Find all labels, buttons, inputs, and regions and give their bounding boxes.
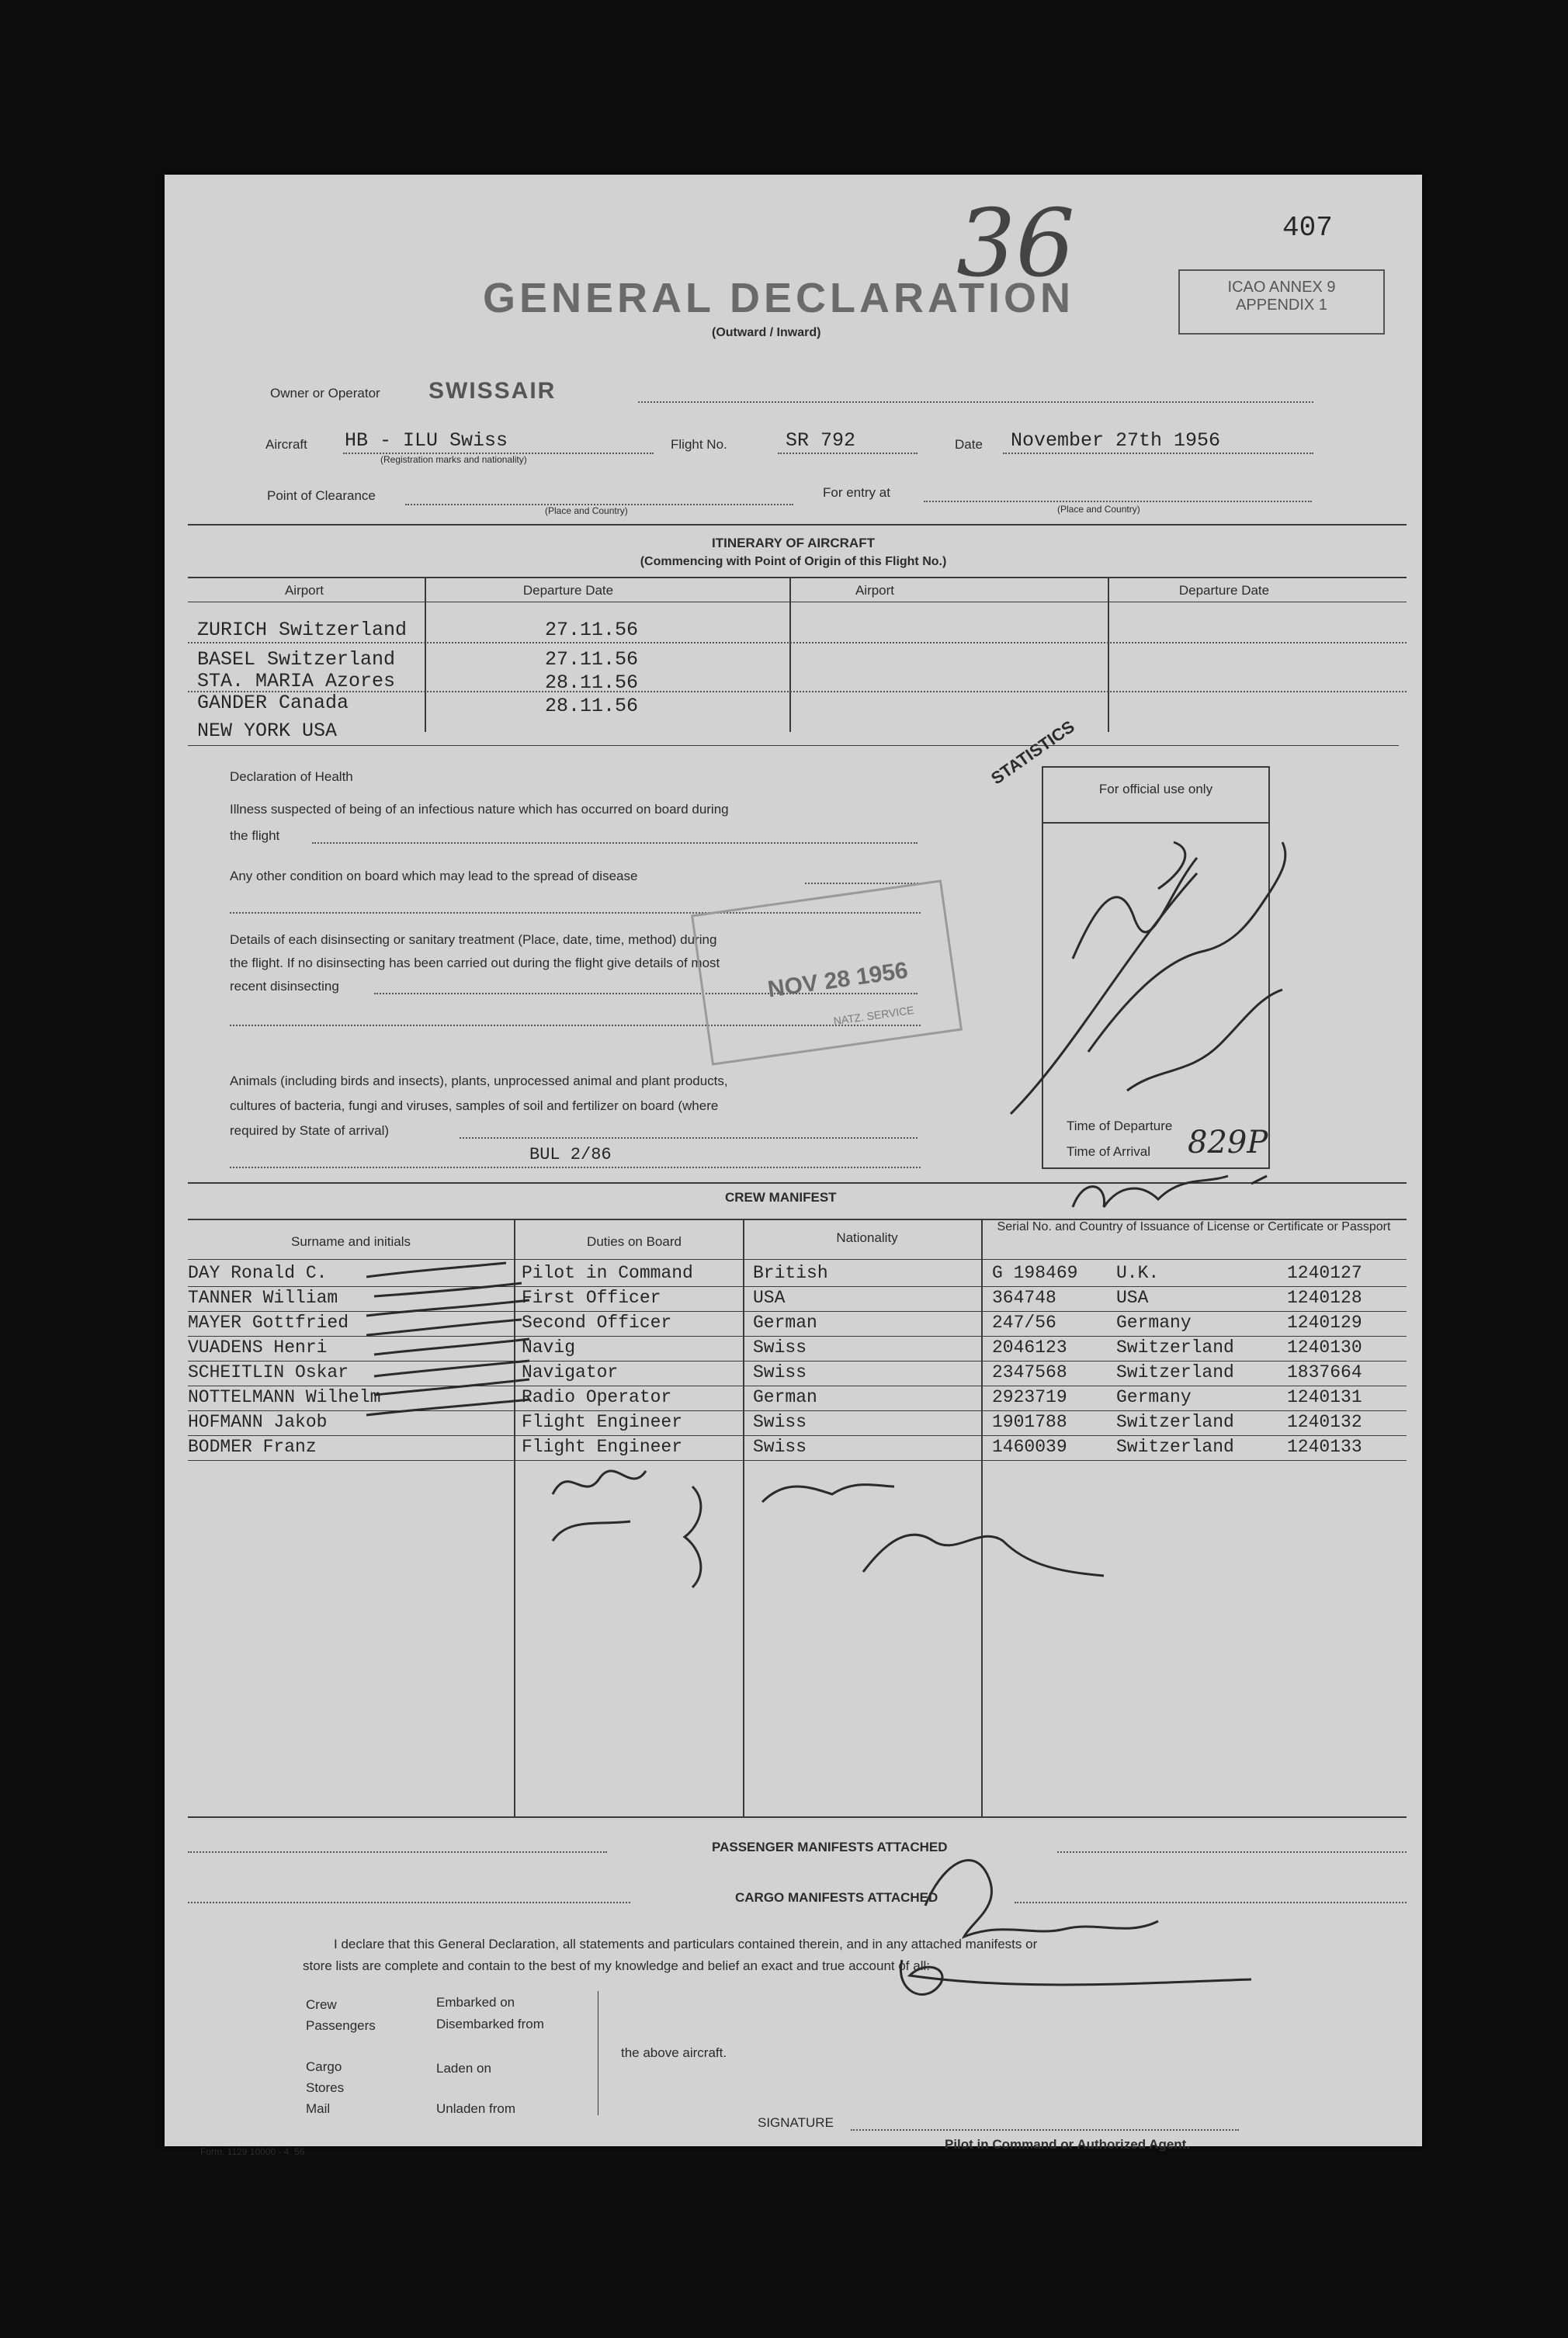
crew-cell-passport: 1240127 bbox=[1287, 1263, 1362, 1283]
aircraft-label: Aircraft bbox=[265, 437, 307, 452]
cargo-manifests: CARGO MANIFESTS ATTACHED bbox=[735, 1890, 938, 1905]
crew-cell-duty: Pilot in Command bbox=[522, 1263, 693, 1283]
official-arrival: Time of Arrival bbox=[1067, 1144, 1151, 1159]
health-q1b: the flight bbox=[230, 828, 280, 843]
crew-header-scribble bbox=[1073, 1176, 1267, 1207]
crew-cell-duty: Navig bbox=[522, 1337, 576, 1358]
crew-cell-country: Switzerland bbox=[1116, 1437, 1234, 1457]
flight-value: SR 792 bbox=[786, 429, 856, 452]
decl-crew: Crew bbox=[306, 1997, 337, 2012]
crew-cell-duty: First Officer bbox=[522, 1288, 661, 1308]
form-subtitle: (Outward / Inward) bbox=[712, 326, 821, 339]
health-q4b: cultures of bacteria, fungi and viruses, samples of soil and fertilizer on board (where bbox=[230, 1098, 719, 1113]
form-title: GENERAL DECLARATION bbox=[483, 275, 1075, 321]
crew-cell-passport: 1240133 bbox=[1287, 1437, 1362, 1457]
itin-date-4: 28.11.56 bbox=[545, 695, 639, 717]
itin-airport-3: STA. MARIA Azores bbox=[197, 670, 396, 692]
crew-cell-passport: 1240131 bbox=[1287, 1387, 1362, 1407]
annex-line1: ICAO ANNEX 9 bbox=[1227, 279, 1336, 296]
crew-header-nationality: Nationality bbox=[836, 1230, 898, 1245]
flight-label: Flight No. bbox=[671, 437, 727, 452]
crew-cell-country: U.K. bbox=[1116, 1263, 1160, 1283]
crew-cell-serial: 1460039 bbox=[992, 1437, 1067, 1457]
official-departure: Time of Departure bbox=[1067, 1119, 1173, 1133]
declaration-line1: I declare that this General Declaration, all statements and particulars contained therein, and in any attached manifests or bbox=[334, 1937, 1038, 1951]
entry-note: (Place and Country) bbox=[1057, 504, 1140, 515]
official-title: For official use only bbox=[1098, 782, 1213, 796]
crew-cell-country: Germany bbox=[1116, 1387, 1192, 1407]
crew-cell-nat: USA bbox=[753, 1288, 786, 1308]
crew-cell-serial: G 198469 bbox=[992, 1263, 1078, 1283]
crew-cell-country: Switzerland bbox=[1116, 1412, 1234, 1432]
official-arrival-value: 829P bbox=[1188, 1125, 1268, 1160]
crew-signature bbox=[863, 1535, 1104, 1576]
crew-cell-name: TANNER William bbox=[188, 1288, 338, 1308]
itin-airport-5: NEW YORK USA bbox=[197, 720, 338, 742]
crew-cell-duty: Radio Operator bbox=[522, 1387, 672, 1407]
entry-label: For entry at bbox=[823, 485, 890, 500]
decl-passengers: Passengers bbox=[306, 2018, 376, 2033]
crew-cell-duty: Flight Engineer bbox=[522, 1412, 683, 1432]
crew-cell-country: Switzerland bbox=[1116, 1362, 1234, 1382]
itin-date-3: 28.11.56 bbox=[545, 671, 639, 694]
itin-airport-2: BASEL Switzerland bbox=[197, 648, 396, 671]
crew-header-name: Surname and initials bbox=[290, 1234, 411, 1249]
official-diagonal-line bbox=[1011, 873, 1197, 1114]
itin-date-1: 27.11.56 bbox=[545, 619, 639, 641]
crew-cell-nat: Swiss bbox=[753, 1362, 807, 1382]
crew-cell-country: Switzerland bbox=[1116, 1337, 1234, 1358]
aircraft-note: (Registration marks and nationality) bbox=[380, 454, 527, 465]
decl-laden: Laden on bbox=[436, 2061, 491, 2076]
crew-cell-nat: Swiss bbox=[753, 1437, 807, 1457]
crew-cell-duty: Flight Engineer bbox=[522, 1437, 683, 1457]
crew-scribble bbox=[762, 1485, 894, 1503]
crew-cell-name: NOTTELMANN Wilhelm bbox=[188, 1387, 381, 1407]
decl-stores: Stores bbox=[306, 2080, 345, 2095]
itinerary-title: ITINERARY OF AIRCRAFT bbox=[712, 536, 875, 550]
crew-cell-passport: 1837664 bbox=[1287, 1362, 1362, 1382]
crew-cell-serial: 364748 bbox=[992, 1288, 1056, 1308]
crew-brace bbox=[685, 1486, 701, 1587]
health-q3c: recent disinsecting bbox=[230, 979, 339, 994]
clearance-label: Point of Clearance bbox=[267, 488, 376, 503]
health-q1a: Illness suspected of being of an infectious nature which has occurred on board during bbox=[230, 802, 729, 817]
crew-cell-nat: Swiss bbox=[753, 1412, 807, 1432]
customs-stamp-date: NOV 28 1956 bbox=[766, 957, 910, 1003]
handwriting-overlay bbox=[165, 175, 1422, 2146]
crew-cell-passport: 1240128 bbox=[1287, 1288, 1362, 1308]
date-label: Date bbox=[955, 437, 983, 452]
crew-cell-serial: 2347568 bbox=[992, 1362, 1067, 1382]
crew-cell-name: MAYER Gottfried bbox=[188, 1313, 349, 1333]
official-scribble-3 bbox=[1127, 990, 1282, 1091]
crew-cell-country: Germany bbox=[1116, 1313, 1192, 1333]
crew-cell-passport: 1240129 bbox=[1287, 1313, 1362, 1333]
crew-cell-passport: 1240130 bbox=[1287, 1337, 1362, 1358]
crew-cell-name: HOFMANN Jakob bbox=[188, 1412, 328, 1432]
customs-stamp-bottom: NATZ. SERVICE bbox=[832, 1003, 915, 1028]
health-title: Declaration of Health bbox=[230, 769, 353, 784]
health-q4a: Animals (including birds and insects), plants, unprocessed animal and plant products, bbox=[230, 1074, 728, 1088]
crew-cell-name: SCHEITLIN Oskar bbox=[188, 1362, 349, 1382]
clearance-note: (Place and Country) bbox=[545, 505, 628, 516]
owner-value: SWISSAIR bbox=[428, 378, 557, 404]
crew-cell-duty: Second Officer bbox=[522, 1313, 672, 1333]
decl-embarked: Embarked on bbox=[436, 1995, 515, 2010]
crew-cell-nat: Swiss bbox=[753, 1337, 807, 1358]
crew-cell-nat: German bbox=[753, 1387, 817, 1407]
decl-unladen: Unladen from bbox=[436, 2101, 516, 2116]
health-bul: BUL 2/86 bbox=[529, 1145, 612, 1164]
page-number: 407 bbox=[1282, 212, 1333, 244]
crew-checkmarks bbox=[366, 1263, 529, 1415]
owner-label: Owner or Operator bbox=[270, 386, 380, 401]
crew-header-duty: Duties on Board bbox=[587, 1234, 682, 1249]
decl-cargo: Cargo bbox=[306, 2059, 342, 2074]
crew-cell-serial: 2923719 bbox=[992, 1387, 1067, 1407]
crew-cell-passport: 1240132 bbox=[1287, 1412, 1362, 1432]
crew-cell-name: VUADENS Henri bbox=[188, 1337, 328, 1358]
crew-cell-name: BODMER Franz bbox=[188, 1437, 317, 1457]
declaration-line2: store lists are complete and contain to the best of my knowledge and belief an exact and true account of all: bbox=[303, 1958, 930, 1973]
health-q4c: required by State of arrival) bbox=[230, 1123, 390, 1138]
crew-header-serial: Serial No. and Country of Issuance of License or Certificate or Passport bbox=[997, 1220, 1391, 1233]
pilot-signature-2 bbox=[900, 1960, 1251, 1994]
decl-above: the above aircraft. bbox=[621, 2045, 727, 2060]
signature-label: SIGNATURE bbox=[758, 2115, 834, 2130]
crew-title: CREW MANIFEST bbox=[725, 1190, 837, 1205]
itin-airport-1: ZURICH Switzerland bbox=[197, 619, 408, 641]
health-q3b: the flight. If no disinsecting has been carried out during the flight give details of most bbox=[230, 956, 720, 970]
declaration-form bbox=[165, 175, 1422, 2157]
crew-cell-serial: 247/56 bbox=[992, 1313, 1056, 1333]
crew-cell-serial: 2046123 bbox=[992, 1337, 1067, 1358]
date-value: November 27th 1956 bbox=[1011, 429, 1221, 452]
health-q2: Any other condition on board which may lead to the spread of disease bbox=[230, 869, 638, 883]
passenger-manifests: PASSENGER MANIFESTS ATTACHED bbox=[712, 1840, 948, 1854]
itinerary-subtitle: (Commencing with Point of Origin of this Flight No.) bbox=[640, 555, 947, 568]
crew-initials bbox=[553, 1471, 646, 1541]
itin-header-date-2: Departure Date bbox=[1178, 583, 1270, 598]
itin-header-date-1: Departure Date bbox=[522, 583, 614, 598]
handwritten-number: 36 bbox=[956, 190, 1075, 298]
health-q3a: Details of each disinsecting or sanitary treatment (Place, date, time, method) during bbox=[230, 932, 717, 947]
official-scribble-1 bbox=[1073, 842, 1197, 959]
crew-cell-duty: Navigator bbox=[522, 1362, 619, 1382]
crew-cell-name: DAY Ronald C. bbox=[188, 1263, 328, 1283]
decl-disembarked: Disembarked from bbox=[436, 2017, 544, 2031]
itin-header-airport-2: Airport bbox=[855, 583, 895, 598]
crew-cell-nat: British bbox=[753, 1263, 828, 1283]
crew-cell-country: USA bbox=[1116, 1288, 1149, 1308]
crew-cell-nat: German bbox=[753, 1313, 817, 1333]
itin-header-airport-1: Airport bbox=[284, 583, 324, 598]
form-number: Form. 1129 10000 - 4. 56. bbox=[200, 2146, 307, 2157]
aircraft-value: HB - ILU Swiss bbox=[345, 429, 508, 452]
pilot-signature bbox=[925, 1860, 1158, 1937]
itin-airport-4: GANDER Canada bbox=[197, 692, 349, 714]
decl-mail: Mail bbox=[306, 2101, 331, 2116]
itin-date-2: 27.11.56 bbox=[545, 648, 639, 671]
annex-line2: APPENDIX 1 bbox=[1236, 297, 1327, 314]
crew-cell-serial: 1901788 bbox=[992, 1412, 1067, 1432]
pilot-label: Pilot in Command or Authorized Agent. bbox=[945, 2137, 1191, 2152]
statistics-stamp: STATISTICS bbox=[987, 716, 1078, 789]
